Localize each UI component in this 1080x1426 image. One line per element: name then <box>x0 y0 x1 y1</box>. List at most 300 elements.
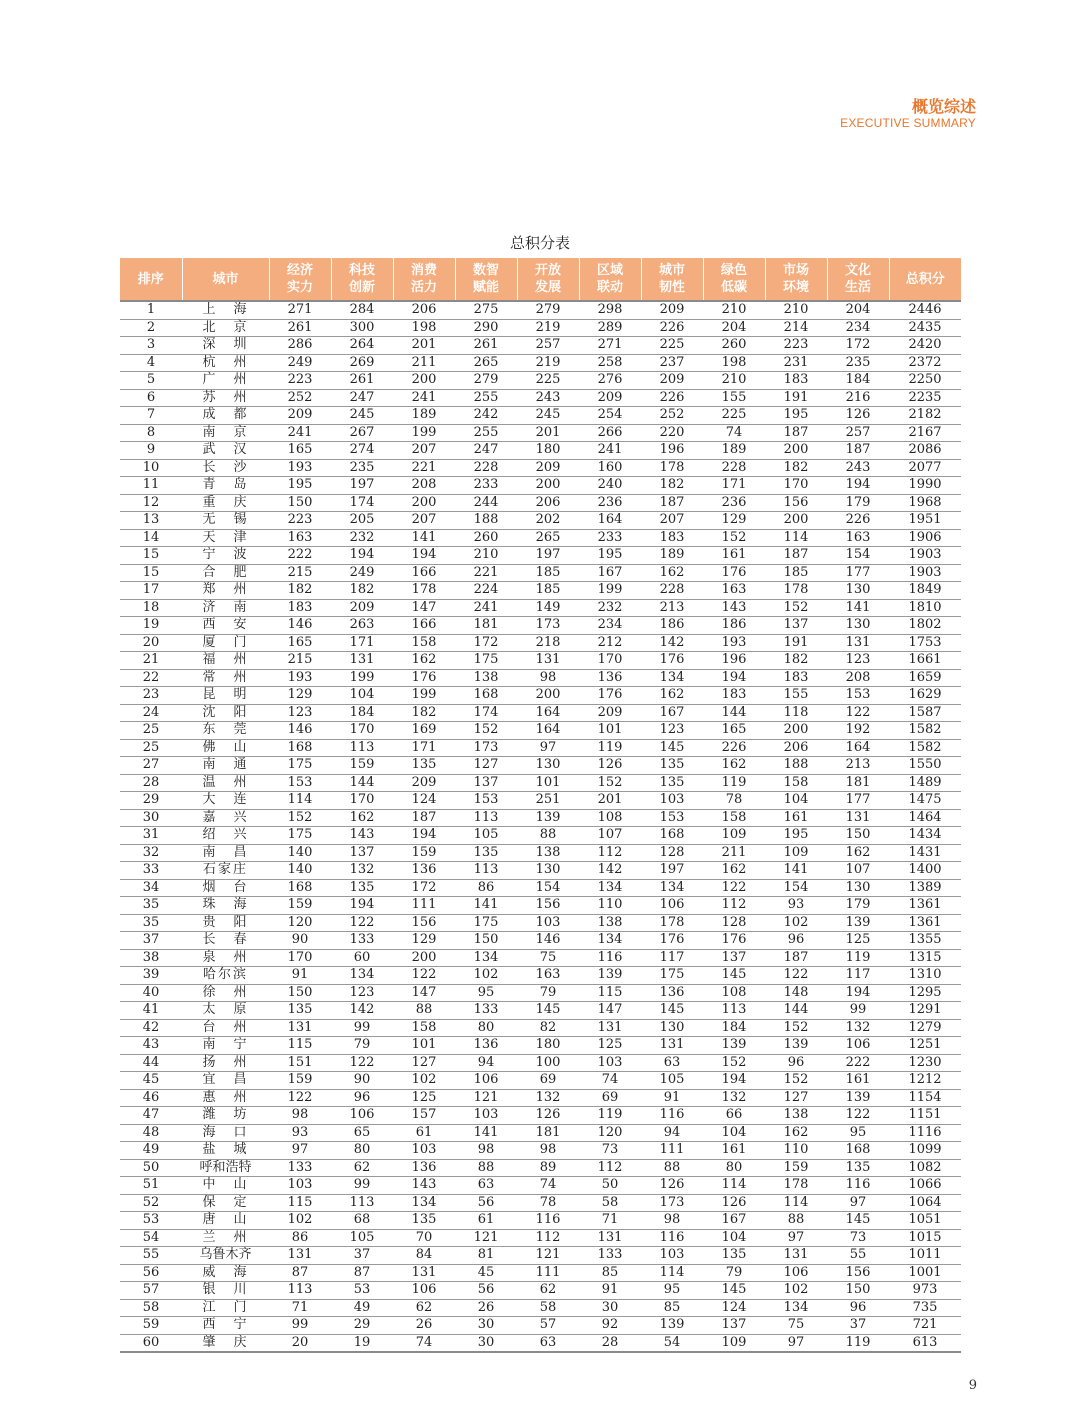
score-cell: 174 <box>331 494 393 512</box>
score-cell: 189 <box>703 442 765 460</box>
score-cell: 1629 <box>889 687 961 705</box>
score-cell: 185 <box>517 582 579 600</box>
score-cell: 130 <box>517 757 579 775</box>
city-cell: 潍 坊 <box>182 1107 269 1125</box>
score-cell: 300 <box>331 319 393 337</box>
rank-cell: 4 <box>120 354 182 372</box>
score-cell: 133 <box>579 1247 641 1265</box>
score-cell: 86 <box>269 1229 331 1247</box>
score-cell: 194 <box>827 984 889 1002</box>
score-cell: 132 <box>703 1089 765 1107</box>
score-cell: 226 <box>641 389 703 407</box>
score-cell: 124 <box>393 792 455 810</box>
rank-cell: 14 <box>120 529 182 547</box>
column-header: 消费 活力 <box>393 258 455 301</box>
score-cell: 274 <box>331 442 393 460</box>
score-cell: 261 <box>455 337 517 355</box>
score-cell: 1230 <box>889 1054 961 1072</box>
score-cell: 145 <box>703 1282 765 1300</box>
city-cell: 西 安 <box>182 617 269 635</box>
score-cell: 62 <box>517 1282 579 1300</box>
score-cell: 124 <box>703 1299 765 1317</box>
score-cell: 140 <box>269 844 331 862</box>
score-cell: 88 <box>393 1002 455 1020</box>
score-cell: 195 <box>269 477 331 495</box>
score-cell: 163 <box>269 529 331 547</box>
table-row <box>120 809 961 827</box>
rank-cell: 58 <box>120 1299 182 1317</box>
rank-cell: 3 <box>120 337 182 355</box>
score-cell: 97 <box>517 739 579 757</box>
score-cell: 135 <box>269 1002 331 1020</box>
score-cell: 226 <box>827 512 889 530</box>
score-cell: 209 <box>641 301 703 319</box>
score-cell: 108 <box>703 984 765 1002</box>
score-cell: 1315 <box>889 949 961 967</box>
score-cell: 154 <box>765 879 827 897</box>
score-cell: 206 <box>765 739 827 757</box>
score-cell: 152 <box>765 1019 827 1037</box>
score-cell: 98 <box>269 1107 331 1125</box>
score-cell: 120 <box>269 914 331 932</box>
score-cell: 162 <box>827 844 889 862</box>
score-cell: 138 <box>517 844 579 862</box>
city-cell: 徐 州 <box>182 984 269 1002</box>
score-cell: 260 <box>455 529 517 547</box>
score-cell: 88 <box>455 1159 517 1177</box>
table-row <box>120 1054 961 1072</box>
score-cell: 82 <box>517 1019 579 1037</box>
score-cell: 236 <box>703 494 765 512</box>
score-cell: 139 <box>703 1037 765 1055</box>
table-row <box>120 1002 961 1020</box>
rank-cell: 35 <box>120 914 182 932</box>
score-cell: 186 <box>703 617 765 635</box>
score-cell: 175 <box>455 652 517 670</box>
score-table <box>120 258 961 1353</box>
rank-cell: 38 <box>120 949 182 967</box>
score-cell: 104 <box>765 792 827 810</box>
score-cell: 152 <box>579 774 641 792</box>
score-cell: 112 <box>517 1229 579 1247</box>
score-cell: 118 <box>765 704 827 722</box>
score-cell: 152 <box>765 1072 827 1090</box>
score-cell: 81 <box>455 1247 517 1265</box>
score-cell: 162 <box>765 1124 827 1142</box>
rank-cell: 45 <box>120 1072 182 1090</box>
score-cell: 141 <box>455 1124 517 1142</box>
score-cell: 266 <box>579 424 641 442</box>
rank-cell: 39 <box>120 967 182 985</box>
score-cell: 85 <box>641 1299 703 1317</box>
score-cell: 91 <box>641 1089 703 1107</box>
score-cell: 106 <box>455 1072 517 1090</box>
table-row <box>120 407 961 425</box>
score-cell: 209 <box>579 704 641 722</box>
score-cell: 78 <box>517 1194 579 1212</box>
score-cell: 1310 <box>889 967 961 985</box>
score-cell: 210 <box>455 547 517 565</box>
score-cell: 97 <box>827 1194 889 1212</box>
score-cell: 187 <box>765 424 827 442</box>
score-cell: 122 <box>827 1107 889 1125</box>
score-cell: 137 <box>331 844 393 862</box>
city-cell: 盐 城 <box>182 1142 269 1160</box>
score-cell: 1903 <box>889 564 961 582</box>
score-cell: 131 <box>579 1019 641 1037</box>
score-cell: 135 <box>641 774 703 792</box>
score-cell: 97 <box>765 1229 827 1247</box>
score-cell: 1154 <box>889 1089 961 1107</box>
score-cell: 175 <box>641 967 703 985</box>
score-cell: 191 <box>765 634 827 652</box>
score-cell: 210 <box>703 301 765 319</box>
score-cell: 136 <box>455 1037 517 1055</box>
rank-cell: 23 <box>120 687 182 705</box>
score-cell: 58 <box>517 1299 579 1317</box>
score-cell: 162 <box>641 564 703 582</box>
score-cell: 163 <box>827 529 889 547</box>
score-cell: 196 <box>703 652 765 670</box>
score-cell: 186 <box>641 617 703 635</box>
score-cell: 74 <box>579 1072 641 1090</box>
table-row <box>120 529 961 547</box>
score-cell: 162 <box>641 687 703 705</box>
score-cell: 240 <box>579 477 641 495</box>
table-row <box>120 547 961 565</box>
score-cell: 133 <box>331 932 393 950</box>
rank-cell: 20 <box>120 634 182 652</box>
score-cell: 131 <box>269 1247 331 1265</box>
score-cell: 159 <box>331 757 393 775</box>
table-row <box>120 424 961 442</box>
score-cell: 96 <box>765 932 827 950</box>
rank-cell: 21 <box>120 652 182 670</box>
score-cell: 264 <box>331 337 393 355</box>
score-cell: 192 <box>827 722 889 740</box>
city-cell: 长 沙 <box>182 459 269 477</box>
city-cell: 武 汉 <box>182 442 269 460</box>
column-header: 市场 环境 <box>765 258 827 301</box>
table-row <box>120 1334 961 1352</box>
score-cell: 122 <box>393 967 455 985</box>
table-row <box>120 1247 961 1265</box>
score-cell: 79 <box>331 1037 393 1055</box>
score-cell: 1434 <box>889 827 961 845</box>
rank-cell: 31 <box>120 827 182 845</box>
score-cell: 233 <box>455 477 517 495</box>
score-cell: 154 <box>517 879 579 897</box>
score-cell: 252 <box>641 407 703 425</box>
score-cell: 98 <box>455 1142 517 1160</box>
score-cell: 117 <box>641 949 703 967</box>
score-cell: 164 <box>517 722 579 740</box>
score-cell: 122 <box>765 967 827 985</box>
score-cell: 116 <box>827 1177 889 1195</box>
table-row <box>120 792 961 810</box>
score-cell: 247 <box>331 389 393 407</box>
score-cell: 146 <box>517 932 579 950</box>
rank-cell: 52 <box>120 1194 182 1212</box>
score-cell: 204 <box>827 301 889 319</box>
score-cell: 167 <box>703 1212 765 1230</box>
table-row <box>120 301 961 319</box>
table-row <box>120 862 961 880</box>
score-cell: 271 <box>269 301 331 319</box>
score-cell: 177 <box>827 792 889 810</box>
score-cell: 73 <box>827 1229 889 1247</box>
rank-cell: 37 <box>120 932 182 950</box>
table-row <box>120 897 961 915</box>
score-cell: 1587 <box>889 704 961 722</box>
score-cell: 243 <box>827 459 889 477</box>
score-cell: 96 <box>827 1299 889 1317</box>
score-cell: 135 <box>703 1247 765 1265</box>
score-cell: 194 <box>703 669 765 687</box>
column-header: 城市 韧性 <box>641 258 703 301</box>
city-cell: 济 南 <box>182 599 269 617</box>
table-row <box>120 319 961 337</box>
score-cell: 1810 <box>889 599 961 617</box>
score-cell: 106 <box>827 1037 889 1055</box>
score-cell: 1251 <box>889 1037 961 1055</box>
score-cell: 157 <box>393 1107 455 1125</box>
score-cell: 184 <box>331 704 393 722</box>
score-cell: 1291 <box>889 1002 961 1020</box>
score-cell: 172 <box>393 879 455 897</box>
rank-cell: 54 <box>120 1229 182 1247</box>
score-cell: 134 <box>455 949 517 967</box>
score-cell: 144 <box>703 704 765 722</box>
score-cell: 134 <box>331 967 393 985</box>
score-cell: 134 <box>765 1299 827 1317</box>
city-cell: 台 州 <box>182 1019 269 1037</box>
score-cell: 119 <box>827 1334 889 1352</box>
city-cell: 哈尔滨 <box>182 967 269 985</box>
score-cell: 171 <box>703 477 765 495</box>
city-cell: 宜 昌 <box>182 1072 269 1090</box>
city-cell: 福 州 <box>182 652 269 670</box>
score-cell: 28 <box>579 1334 641 1352</box>
score-cell: 145 <box>703 967 765 985</box>
score-cell: 167 <box>579 564 641 582</box>
score-cell: 122 <box>331 914 393 932</box>
score-cell: 129 <box>703 512 765 530</box>
score-cell: 158 <box>765 774 827 792</box>
score-cell: 201 <box>517 424 579 442</box>
score-cell: 139 <box>641 1317 703 1335</box>
score-cell: 211 <box>393 354 455 372</box>
score-cell: 194 <box>827 477 889 495</box>
score-cell: 147 <box>393 984 455 1002</box>
score-cell: 214 <box>765 319 827 337</box>
score-cell: 194 <box>703 1072 765 1090</box>
score-cell: 158 <box>393 634 455 652</box>
score-cell: 128 <box>703 914 765 932</box>
score-cell: 234 <box>827 319 889 337</box>
city-cell: 乌鲁木齐 <box>182 1247 269 1265</box>
score-cell: 97 <box>269 1142 331 1160</box>
score-cell: 61 <box>393 1124 455 1142</box>
score-cell: 119 <box>703 774 765 792</box>
score-cell: 187 <box>827 442 889 460</box>
score-cell: 131 <box>827 634 889 652</box>
table-row <box>120 1072 961 1090</box>
city-cell: 深 圳 <box>182 337 269 355</box>
score-cell: 213 <box>641 599 703 617</box>
score-cell: 193 <box>269 669 331 687</box>
score-cell: 109 <box>765 844 827 862</box>
column-header: 数智 赋能 <box>455 258 517 301</box>
score-cell: 1475 <box>889 792 961 810</box>
score-cell: 2250 <box>889 372 961 390</box>
score-cell: 130 <box>517 862 579 880</box>
score-cell: 1295 <box>889 984 961 1002</box>
score-cell: 168 <box>455 687 517 705</box>
score-cell: 215 <box>269 564 331 582</box>
city-cell: 广 州 <box>182 372 269 390</box>
rank-cell: 47 <box>120 1107 182 1125</box>
column-header: 区域 联动 <box>579 258 641 301</box>
score-cell: 127 <box>455 757 517 775</box>
score-cell: 123 <box>331 984 393 1002</box>
score-cell: 92 <box>579 1317 641 1335</box>
score-cell: 57 <box>517 1317 579 1335</box>
score-cell: 95 <box>455 984 517 1002</box>
score-cell: 2435 <box>889 319 961 337</box>
score-cell: 160 <box>579 459 641 477</box>
table-row <box>120 949 961 967</box>
score-cell: 170 <box>765 477 827 495</box>
score-cell: 126 <box>703 1194 765 1212</box>
city-cell: 大 连 <box>182 792 269 810</box>
score-cell: 181 <box>827 774 889 792</box>
rank-cell: 41 <box>120 1002 182 1020</box>
table-row <box>120 669 961 687</box>
city-cell: 佛 山 <box>182 739 269 757</box>
score-cell: 235 <box>331 459 393 477</box>
score-cell: 142 <box>579 862 641 880</box>
score-cell: 187 <box>641 494 703 512</box>
section-title-en: EXECUTIVE SUMMARY <box>840 116 976 130</box>
score-cell: 171 <box>393 739 455 757</box>
score-cell: 182 <box>641 477 703 495</box>
score-cell: 114 <box>703 1177 765 1195</box>
score-cell: 162 <box>703 862 765 880</box>
score-cell: 194 <box>393 827 455 845</box>
city-cell: 绍 兴 <box>182 827 269 845</box>
score-cell: 112 <box>703 897 765 915</box>
score-cell: 80 <box>703 1159 765 1177</box>
score-cell: 113 <box>703 1002 765 1020</box>
score-cell: 210 <box>765 301 827 319</box>
score-cell: 223 <box>269 512 331 530</box>
score-cell: 54 <box>641 1334 703 1352</box>
score-cell: 131 <box>579 1229 641 1247</box>
score-cell: 130 <box>827 582 889 600</box>
score-cell: 269 <box>331 354 393 372</box>
score-cell: 151 <box>269 1054 331 1072</box>
score-cell: 114 <box>641 1264 703 1282</box>
score-cell: 115 <box>269 1194 331 1212</box>
score-cell: 188 <box>765 757 827 775</box>
score-cell: 221 <box>393 459 455 477</box>
score-cell: 99 <box>331 1177 393 1195</box>
rank-cell: 12 <box>120 494 182 512</box>
score-cell: 258 <box>579 354 641 372</box>
score-cell: 2235 <box>889 389 961 407</box>
score-cell: 30 <box>455 1334 517 1352</box>
score-cell: 171 <box>331 634 393 652</box>
score-cell: 153 <box>827 687 889 705</box>
score-cell: 116 <box>579 949 641 967</box>
score-cell: 112 <box>579 844 641 862</box>
table-title: 总积分表 <box>509 234 570 252</box>
score-cell: 139 <box>827 1089 889 1107</box>
score-cell: 88 <box>765 1212 827 1230</box>
score-cell: 98 <box>517 1142 579 1160</box>
score-cell: 1753 <box>889 634 961 652</box>
score-cell: 181 <box>455 617 517 635</box>
score-cell: 170 <box>269 949 331 967</box>
score-cell: 130 <box>827 617 889 635</box>
score-cell: 162 <box>331 809 393 827</box>
score-cell: 173 <box>517 617 579 635</box>
score-cell: 115 <box>269 1037 331 1055</box>
score-cell: 153 <box>269 774 331 792</box>
table-row <box>120 967 961 985</box>
score-cell: 228 <box>641 582 703 600</box>
score-cell: 103 <box>393 1142 455 1160</box>
score-cell: 106 <box>641 897 703 915</box>
score-cell: 2167 <box>889 424 961 442</box>
score-cell: 135 <box>641 757 703 775</box>
rank-cell: 2 <box>120 319 182 337</box>
score-cell: 65 <box>331 1124 393 1142</box>
score-cell: 198 <box>393 319 455 337</box>
table-row <box>120 687 961 705</box>
score-cell: 70 <box>393 1229 455 1247</box>
score-cell: 215 <box>269 652 331 670</box>
column-header: 城市 <box>182 258 269 301</box>
score-cell: 90 <box>331 1072 393 1090</box>
score-cell: 90 <box>269 932 331 950</box>
column-header: 总积分 <box>889 258 961 301</box>
score-cell: 178 <box>393 582 455 600</box>
score-cell: 128 <box>641 844 703 862</box>
score-cell: 104 <box>331 687 393 705</box>
score-cell: 183 <box>703 687 765 705</box>
score-cell: 146 <box>269 617 331 635</box>
score-cell: 104 <box>703 1124 765 1142</box>
score-cell: 108 <box>579 809 641 827</box>
city-cell: 烟 台 <box>182 879 269 897</box>
score-cell: 87 <box>269 1264 331 1282</box>
score-cell: 244 <box>455 494 517 512</box>
city-cell: 长 春 <box>182 932 269 950</box>
score-cell: 155 <box>703 389 765 407</box>
score-cell: 111 <box>517 1264 579 1282</box>
table-row <box>120 844 961 862</box>
score-cell: 136 <box>641 984 703 1002</box>
score-cell: 141 <box>827 599 889 617</box>
score-cell: 209 <box>579 389 641 407</box>
score-cell: 144 <box>331 774 393 792</box>
column-header: 排序 <box>120 258 182 301</box>
score-cell: 193 <box>703 634 765 652</box>
score-cell: 243 <box>517 389 579 407</box>
score-cell: 143 <box>703 599 765 617</box>
